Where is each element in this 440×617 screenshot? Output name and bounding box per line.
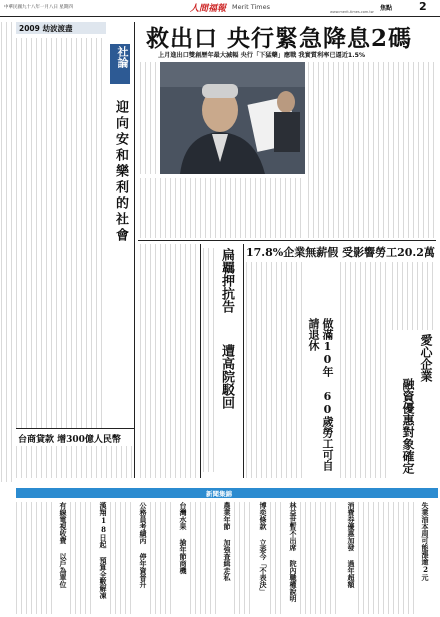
paper-logo-en: Merit Times bbox=[232, 3, 270, 11]
paper-logo: 人間福報 bbox=[190, 4, 227, 14]
detention-title-2: 遭高院駁回 bbox=[219, 344, 234, 409]
briefs-section bbox=[16, 500, 438, 617]
photo-content bbox=[160, 62, 305, 174]
sidebar-divider bbox=[134, 22, 135, 478]
detention-body bbox=[203, 248, 215, 472]
section-name: 焦點 bbox=[380, 5, 393, 12]
brief-body-3 bbox=[150, 502, 174, 614]
lead-subheadline: 上月進出口雙創歷年最大減幅 央行「下猛藥」應戰 我實質利率已逼近1.5% bbox=[158, 52, 366, 59]
right-headline-2: 融資優惠對象確定 bbox=[401, 378, 415, 474]
lead-body-bottom bbox=[140, 178, 304, 238]
brief-body-4 bbox=[190, 502, 218, 614]
brief-title-1: 漢翔18日起 預算全數解凍 bbox=[99, 502, 108, 599]
far-left-column bbox=[1, 22, 15, 482]
detention-box bbox=[200, 244, 244, 478]
masthead-rule bbox=[0, 16, 440, 17]
brief-body-6 bbox=[270, 502, 284, 614]
retirement-headline: 做滿10年 60歲勞工可自請退休 bbox=[307, 318, 334, 471]
lead-headline: 救出口 央行緊急降息2碼 bbox=[146, 25, 413, 52]
date-line: 中華民國九十八年一月八日 星期四 bbox=[4, 5, 73, 10]
brief-title-0: 有線電視收費 以戶為單位 bbox=[59, 502, 68, 588]
brief-title-3: 台灣水果 搶年節商機 bbox=[179, 502, 188, 574]
right-headline-1: 愛心企業 bbox=[419, 334, 433, 382]
brief-body-7 bbox=[300, 502, 340, 614]
brief-body-1 bbox=[70, 502, 94, 614]
masthead bbox=[0, 0, 440, 16]
brief-title-4: 農業年節 加強查緝走私 bbox=[223, 502, 232, 581]
web-address: www.merit-times.com.tw bbox=[330, 10, 374, 14]
column-title-box bbox=[16, 22, 106, 34]
taiwan-loan-headline: 台商貸款 增300億人民幣 bbox=[18, 435, 121, 445]
brief-title-5: 博奕條款 立委今「不表決」 bbox=[259, 502, 268, 595]
lead-divider bbox=[138, 240, 436, 241]
brief-title-6: 林益世暫不出席 院內職權說明 bbox=[289, 502, 298, 602]
lead-photo bbox=[160, 62, 305, 174]
brief-body-2 bbox=[110, 502, 134, 614]
brief-title-8: 失業油本周可能漲逾2元 bbox=[421, 502, 430, 581]
column-title: 2009 劫波渡盡 bbox=[19, 24, 73, 33]
editorial-badge bbox=[110, 44, 130, 84]
brief-body-0 bbox=[16, 502, 54, 614]
lead-body-right bbox=[308, 62, 434, 238]
second-body-left bbox=[140, 244, 196, 478]
brief-title-2: 公務員考績丙 停年資晉升 bbox=[139, 502, 148, 588]
detention-title-1: 扁羈押抗告 bbox=[219, 248, 234, 313]
sidebar-bottom-rule bbox=[16, 428, 134, 429]
lead-photo-caption-text bbox=[140, 62, 158, 174]
second-body-middle bbox=[246, 262, 304, 478]
sidebar-body-text bbox=[16, 38, 106, 428]
right-headline-body bbox=[392, 262, 434, 330]
page-number: 2 bbox=[419, 0, 427, 13]
second-headline: 17.8%企業無薪假 受影響勞工20.2萬 bbox=[246, 246, 435, 259]
editorial-badge-label: 社論 bbox=[116, 46, 129, 68]
brief-body-5 bbox=[234, 502, 254, 614]
taiwan-loan-body bbox=[16, 446, 134, 478]
briefs-banner-label: 新聞集錦 bbox=[206, 490, 232, 498]
brief-body-8 bbox=[358, 502, 414, 614]
second-body-right bbox=[340, 262, 388, 478]
briefs-banner bbox=[16, 488, 438, 498]
editorial-title: 迎向安和樂利的社會 bbox=[113, 100, 128, 244]
brief-title-7: 消費券優惠加發 過年超額 bbox=[347, 502, 356, 588]
